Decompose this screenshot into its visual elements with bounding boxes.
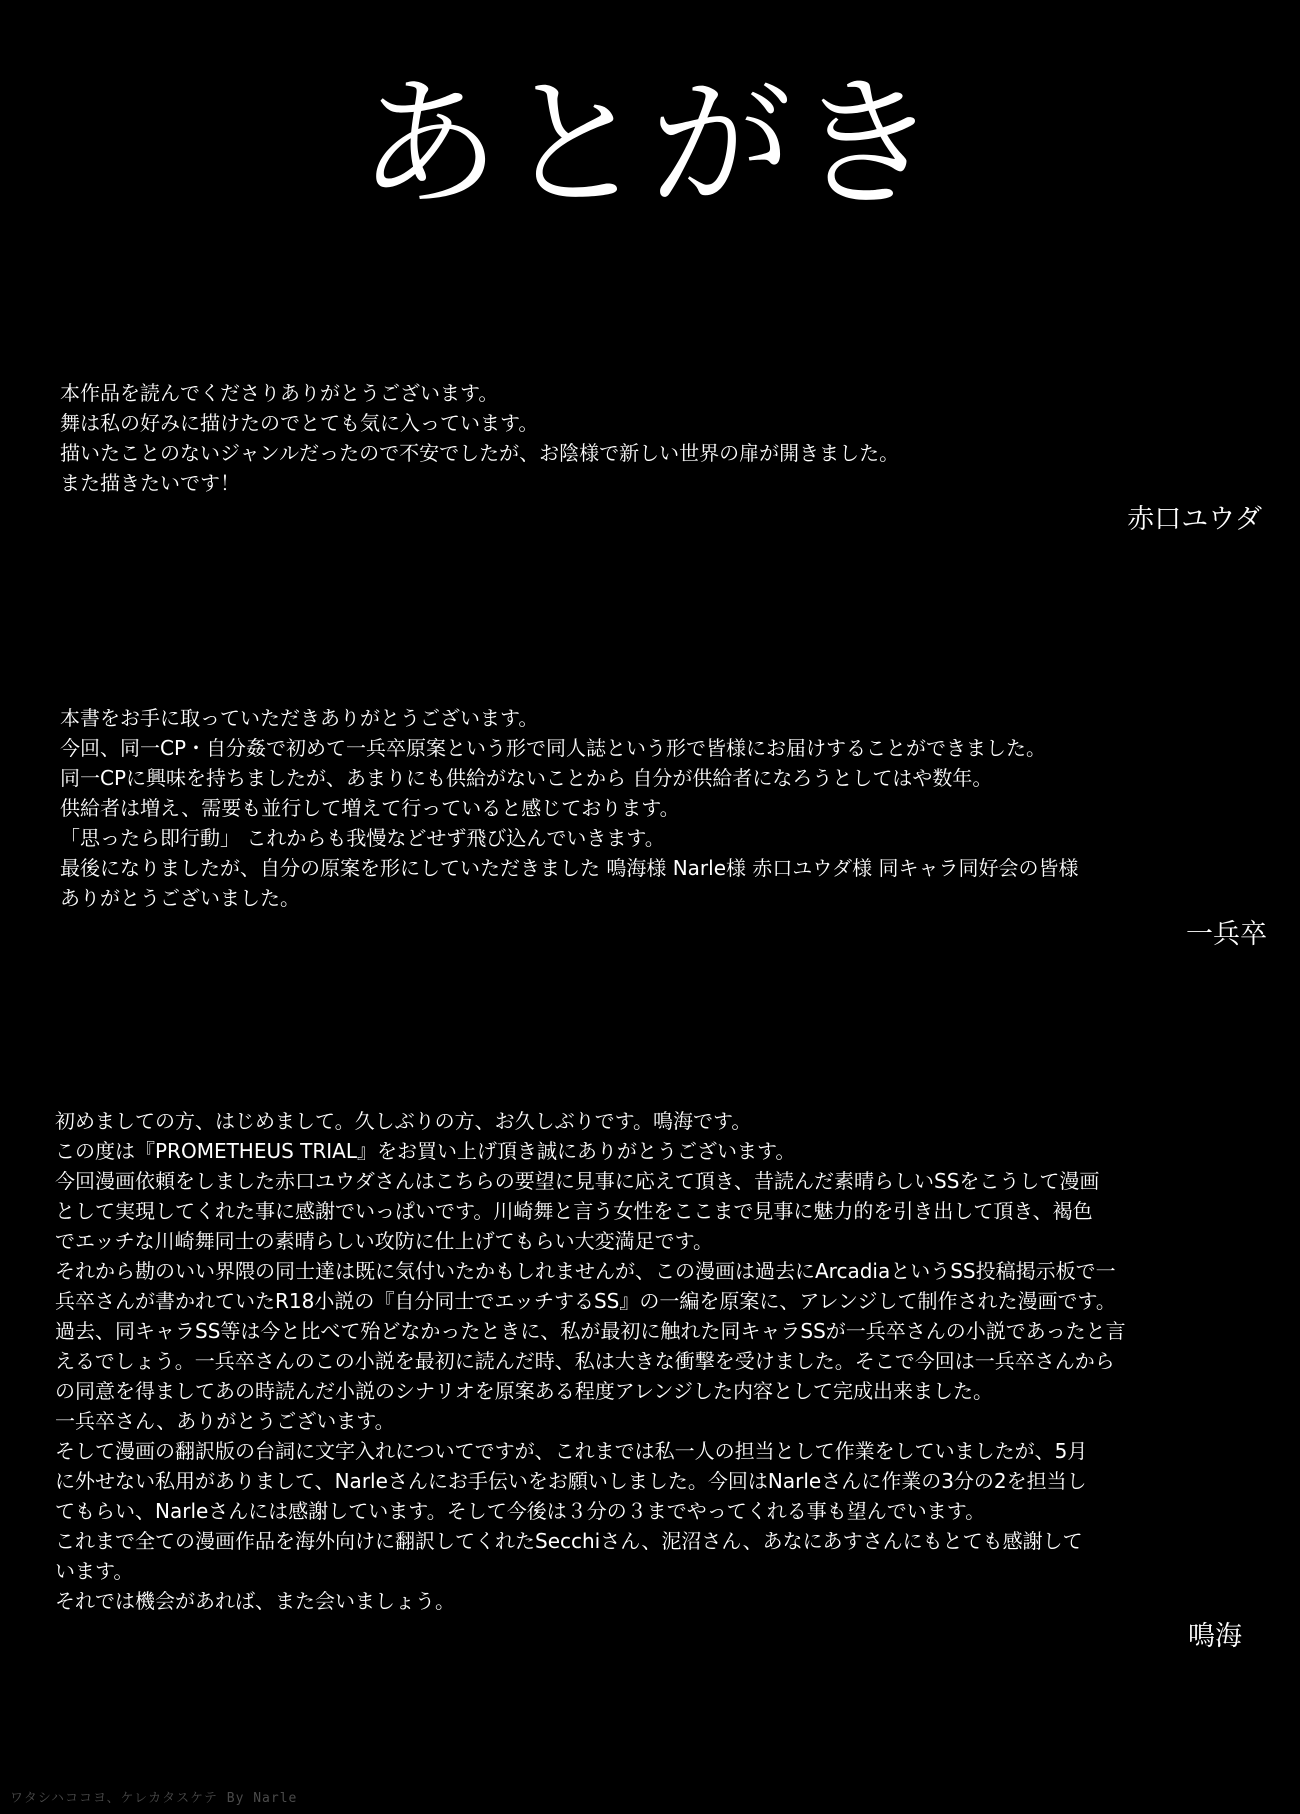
afterword-line: えるでしょう。一兵卒さんのこの小説を最初に読んだ時、私は大きな衝撃を受けました。そこで今回は一兵卒さんから xyxy=(55,1349,1115,1373)
afterword-line: てもらい、Narleさんには感謝しています。そして今後は３分の３までやってくれる事も望んでいます。 xyxy=(55,1499,986,1523)
afterword-line: 同一CPに興味を持ちましたが、あまりにも供給がないことから 自分が供給者になろうとしてはや数年。 xyxy=(60,766,993,790)
afterword-line: 今回、同一CP・自分姦で初めて一兵卒原案という形で同人誌という形で皆様にお届けすることができました。 xyxy=(60,736,1047,760)
afterword-line: 兵卒さんが書かれていたR18小説の『自分同士でエッチするSS』の一編を原案に、アレンジして制作された漫画です。 xyxy=(55,1289,1116,1313)
afterword-line: います。 xyxy=(55,1559,134,1583)
afterword-section-ippeisotsu xyxy=(60,703,1079,913)
afterword-line: これまで全ての漫画作品を海外向けに翻訳してくれたSecchiさん、泥沼さん、あなにあすさんにもとても感謝して xyxy=(55,1529,1083,1553)
afterword-line: でエッチな川崎舞同士の素晴らしい攻防に仕上げてもらい大変満足です。 xyxy=(55,1229,713,1253)
signature-akaguchi: 赤口ユウダ xyxy=(1127,504,1262,535)
afterword-line: この度は『PROMETHEUS TRIAL』をお買い上げ頂き誠にありがとうございます。 xyxy=(55,1139,796,1163)
afterword-line: 本書をお手に取っていただきありがとうございます。 xyxy=(60,706,539,730)
signature-narumi: 鳴海 xyxy=(1188,1621,1242,1652)
afterword-line: 初めましての方、はじめまして。久しぶりの方、お久しぶりです。鳴海です。 xyxy=(55,1109,752,1133)
signature-ippeisotsu: 一兵卒 xyxy=(1186,919,1267,950)
afterword-line: それでは機会があれば、また会いましょう。 xyxy=(55,1589,455,1613)
footer-credit: ワタシハココヨ、ケレカタスケテ By Narle xyxy=(10,1791,298,1806)
afterword-line: 「思ったら即行動」 これからも我慢などせず飛び込んでいきます。 xyxy=(60,826,665,850)
afterword-line: として実現してくれた事に感謝でいっぱいです。川崎舞と言う女性をここまで見事に魅力的を引き出して頂き、褐色 xyxy=(55,1199,1093,1223)
afterword-line: 舞は私の好みに描けたのでとても気に入っています。 xyxy=(60,411,539,435)
afterword-line: 最後になりましたが、自分の原案を形にしていただきました 鳴海様 Narle様 赤口ユウダ様 同キャラ同好会の皆様 xyxy=(60,856,1079,880)
afterword-line: 描いたことのないジャンルだったので不安でしたが、お陰様で新しい世界の扉が開きました。 xyxy=(60,441,900,465)
afterword-section-akaguchi xyxy=(60,378,899,498)
afterword-line: それから勘のいい界隈の同士達は既に気付いたかもしれませんが、この漫画は過去にArcadiaというSS投稿掲示板で一 xyxy=(55,1259,1116,1283)
afterword-section-narumi xyxy=(55,1106,1126,1616)
afterword-line: そして漫画の翻訳版の台詞に文字入れについてですが、これまでは私一人の担当として作業をしていましたが、5月 xyxy=(55,1439,1088,1463)
afterword-line: ありがとうございました。 xyxy=(60,886,300,910)
afterword-line: 本作品を読んでくださりありがとうございます。 xyxy=(60,381,499,405)
afterword-line: 供給者は増え、需要も並行して増えて行っていると感じております。 xyxy=(60,796,680,820)
afterword-line: また描きたいです！ xyxy=(60,471,240,495)
afterword-line: 過去、同キャラSS等は今と比べて殆どなかったときに、私が最初に触れた同キャラSSが一兵卒さんの小説であったと言 xyxy=(55,1319,1126,1343)
afterword-line: の同意を得ましてあの時読んだ小説のシナリオを原案ある程度アレンジした内容として完成出来ました。 xyxy=(55,1379,993,1403)
afterword-line: に外せない私用がありまして、Narleさんにお手伝いをお願いしました。今回はNarleさんに作業の3分の2を担当し xyxy=(55,1469,1087,1493)
afterword-line: 今回漫画依頼をしました赤口ユウダさんはこちらの要望に見事に応えて頂き、昔読んだ素晴らしいSSをこうして漫画 xyxy=(55,1169,1100,1193)
afterword-line: 一兵卒さん、ありがとうございます。 xyxy=(55,1409,395,1433)
page-title: あとがき xyxy=(358,62,942,227)
